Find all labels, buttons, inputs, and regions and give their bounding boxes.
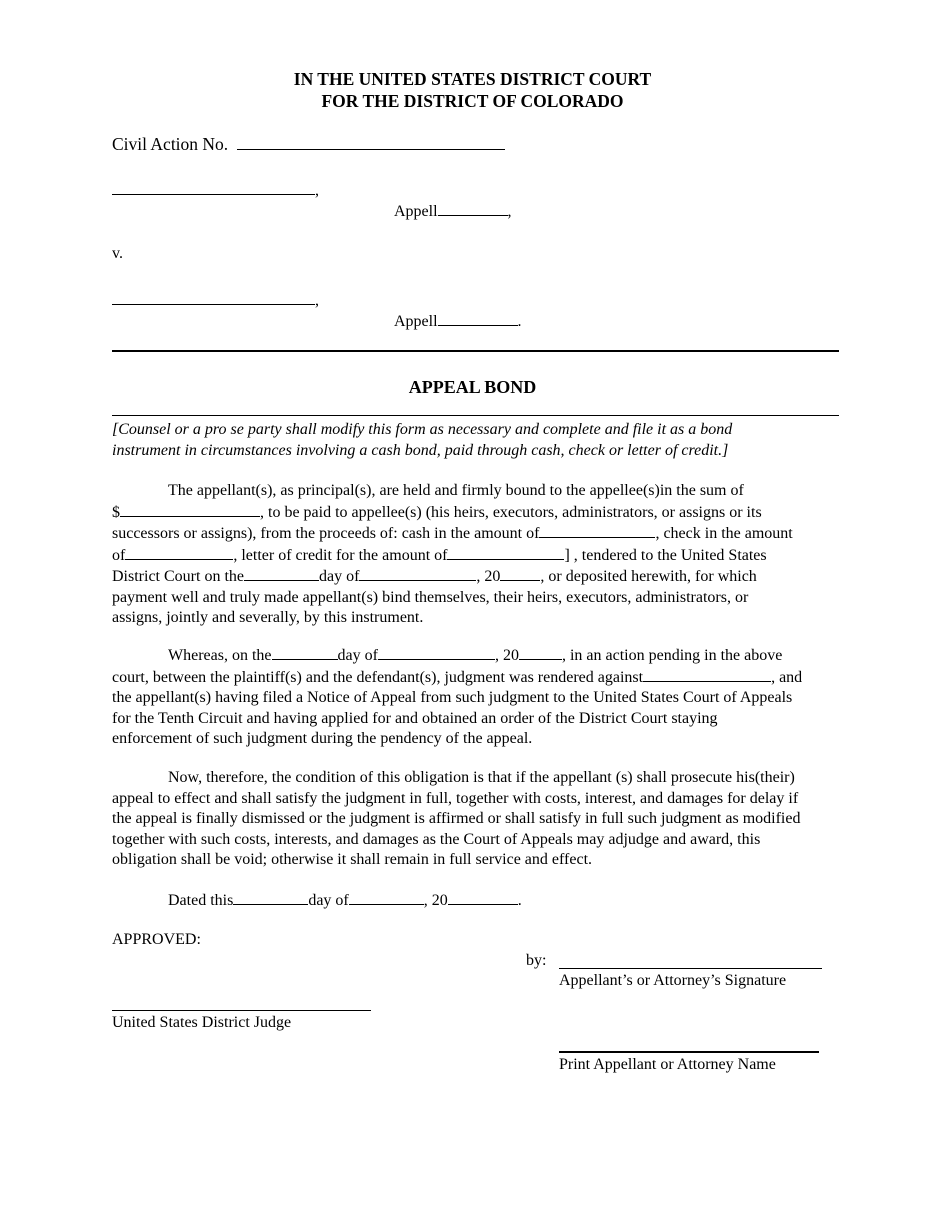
p1-text: The appellant(s), as principal(s), are held and firmly bound to the appellee(s)in the sum of — [168, 482, 744, 499]
versus: v. — [112, 245, 123, 262]
judge-signature-field[interactable] — [112, 994, 371, 1011]
appellant-signature-caption: Appellant’s or Attorney’s Signature — [559, 972, 787, 989]
party1-name-field[interactable] — [112, 180, 315, 195]
p1-text: , to be paid to appellee(s) (his heirs, executors, administrators, or assigns or its — [260, 503, 762, 521]
party1-comma: , — [315, 182, 319, 199]
dated-month-field[interactable] — [349, 890, 424, 905]
party1-role-suffix: , — [507, 203, 512, 220]
party2-role-field[interactable] — [438, 311, 518, 326]
party1-role-field[interactable] — [438, 201, 508, 216]
p3-text: together with such costs, interests, and damages as the Court of Appeals may adjudge and award, this — [112, 830, 761, 848]
p3-text: obligation shall be void; otherwise it shall remain in full service and effect. — [112, 851, 593, 868]
p1-text: successors or assigns), from the proceeds of: cash in the amount of — [112, 525, 540, 542]
party2-name-row — [112, 290, 319, 310]
civil-action-number-field[interactable] — [237, 135, 505, 150]
condition-paragraph — [112, 768, 832, 871]
party2-name-field[interactable] — [112, 290, 315, 305]
dated-text: , 20 — [423, 892, 448, 909]
p2-text: , in an action pending in the above — [561, 647, 783, 664]
letter-of-credit-amount-field[interactable] — [447, 545, 564, 560]
bond-sum-field[interactable] — [120, 502, 260, 517]
p1-dollar: $ — [112, 503, 120, 521]
party1-role-prefix: Appell — [394, 203, 438, 220]
p1-text: , check in the amount — [655, 525, 793, 542]
district-line: FOR THE DISTRICT OF COLORADO — [321, 91, 624, 111]
title-divider — [112, 415, 839, 416]
p1-text: ] , tendered to the United States — [564, 546, 767, 564]
p2-text: court, between the plaintiff(s) and the defendant(s), judgment was rendered against — [112, 668, 644, 686]
dated-year-field[interactable] — [448, 890, 518, 905]
document-title: APPEAL BOND — [408, 377, 537, 397]
p1-text: District Court on the — [112, 568, 244, 585]
dated-text: day of — [308, 892, 349, 909]
p2-text: , and — [771, 668, 803, 686]
print-name-caption: Print Appellant or Attorney Name — [559, 1056, 776, 1073]
p1-text: , 20 — [476, 568, 501, 585]
p2-text: for the Tenth Circuit and having applied for and obtained an order of the District Court staying — [112, 709, 718, 727]
judgment-against-field[interactable] — [643, 667, 771, 682]
print-name-field[interactable] — [559, 1051, 819, 1053]
p2-text: enforcement of such judgment during the pendency of the appeal. — [112, 730, 533, 747]
tender-year-field[interactable] — [500, 566, 540, 581]
p1-text: day of — [318, 568, 360, 585]
cash-amount-field[interactable] — [539, 523, 655, 538]
judgment-year-field[interactable] — [519, 645, 562, 660]
party1-name-row — [112, 180, 319, 200]
p1-text: , letter of credit for the amount of — [233, 546, 448, 564]
appellant-signature-field[interactable] — [559, 952, 822, 969]
tender-month-field[interactable] — [359, 566, 476, 581]
approved-label: APPROVED: — [112, 931, 201, 948]
civil-action-row — [112, 134, 505, 155]
p1-text: of — [112, 546, 126, 564]
whereas-paragraph — [112, 645, 832, 750]
dated-day-field[interactable] — [233, 890, 308, 905]
dated-text: . — [517, 892, 522, 909]
p1-text: assigns, jointly and severally, by this instrument. — [112, 609, 424, 626]
judgment-month-field[interactable] — [378, 645, 495, 660]
p2-text: Whereas, on the — [168, 647, 272, 664]
judge-signature-caption: United States District Judge — [112, 1014, 292, 1031]
p3-text: Now, therefore, the condition of this obligation is that if the appellant (s) shall prosecute his(their) — [168, 769, 795, 786]
p2-text: , 20 — [494, 647, 519, 664]
court-name-line: IN THE UNITED STATES DISTRICT COURT — [293, 69, 652, 89]
bond-paragraph — [112, 481, 832, 629]
instruction-note: [Counsel or a pro se party shall modify this form as necessary and complete and file it as a bond instrument in circumstances involving a cash bond, paid through cash, check or letter of credit.] — [112, 421, 733, 459]
p2-text: day of — [337, 647, 378, 664]
p3-text: the appeal is finally dismissed or the judgment is affirmed or shall satisfy in full such judgment as modified — [112, 810, 801, 827]
party2-role-suffix: . — [517, 313, 522, 330]
party1-role-row — [394, 201, 512, 221]
party2-role-row — [394, 311, 522, 331]
judgment-day-field[interactable] — [272, 645, 338, 660]
p2-text: the appellant(s) having filed a Notice of Appeal from such judgment to the United States Court of Appeals — [112, 689, 793, 706]
dated-line — [168, 890, 522, 910]
civil-action-label: Civil Action No. — [112, 134, 229, 154]
by-label: by: — [526, 952, 547, 969]
dated-text: Dated this — [168, 892, 234, 909]
party2-comma: , — [315, 292, 319, 309]
p1-text: payment well and truly made appellant(s) bind themselves, their heirs, executors, administrators, or — [112, 588, 749, 606]
check-amount-field[interactable] — [125, 545, 233, 560]
caption-divider — [112, 350, 839, 352]
party2-role-prefix: Appell — [394, 313, 438, 330]
tender-day-field[interactable] — [244, 566, 319, 581]
p3-text: appeal to effect and shall satisfy the judgment in full, together with costs, interest, and damages for delay if — [112, 789, 799, 807]
p1-text: , or deposited herewith, for which — [540, 568, 757, 585]
